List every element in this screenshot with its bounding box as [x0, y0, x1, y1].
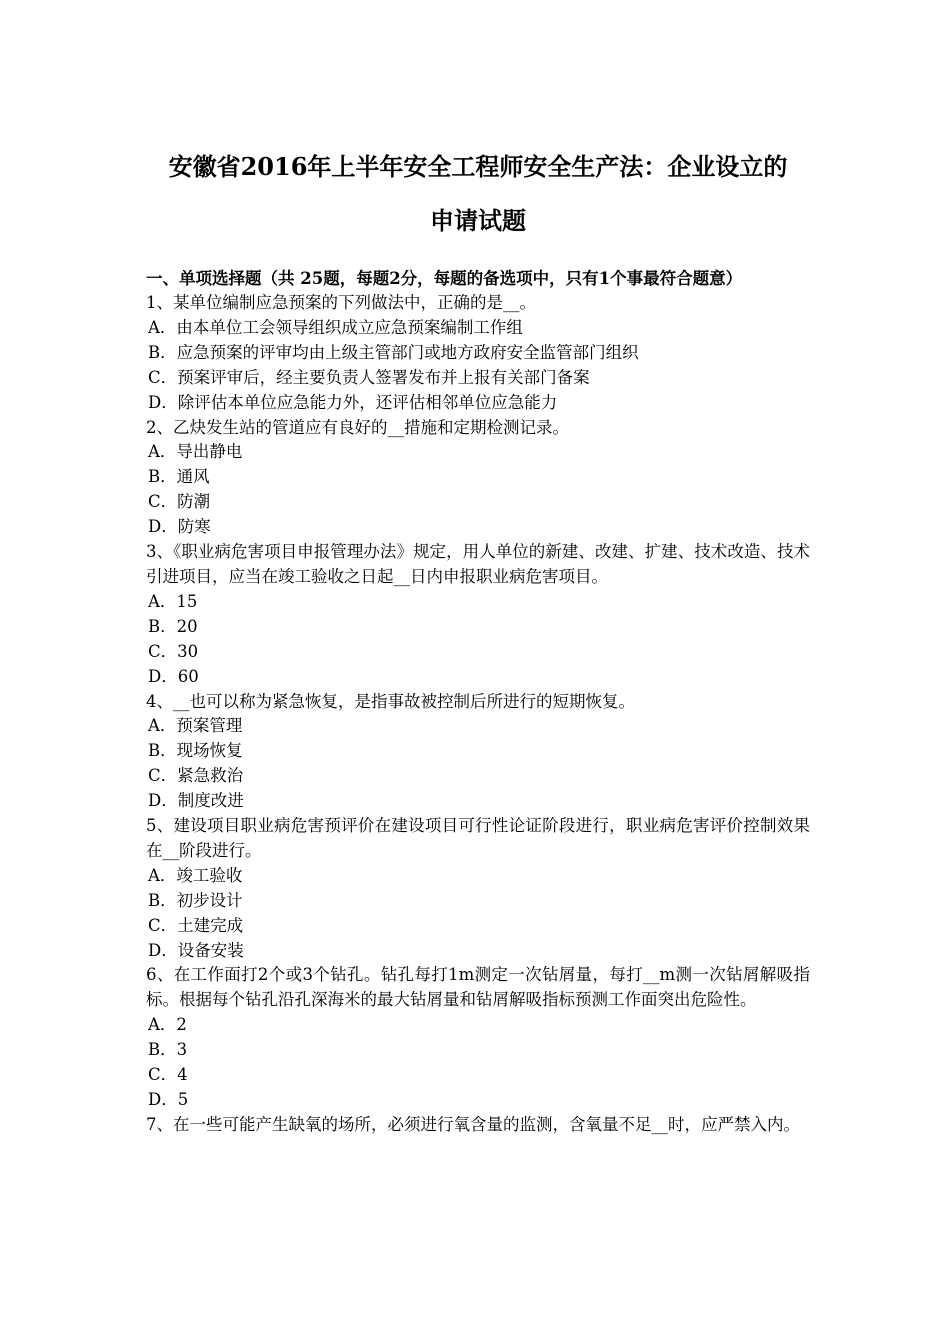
option-c: C．土建完成	[148, 915, 244, 935]
question-3	[146, 540, 810, 689]
option-c: C．30	[148, 641, 199, 661]
question-stem: 2、乙炔发生站的管道应有良好的__措施和定期检测记录。	[146, 417, 569, 437]
question-stem: 5、建设项目职业病危害预评价在建设项目可行性论证阶段进行，职业病危害评价控制效果在__阶段进行。	[146, 816, 810, 860]
question-1	[146, 291, 810, 416]
option-a: A．竣工验收	[148, 865, 243, 885]
option-c: C．预案评审后，经主要负责人签署发布并上报有关部门备案	[148, 367, 590, 387]
option-b: B．应急预案的评审均由上级主管部门或地方政府安全监管部门组织	[148, 342, 639, 362]
option-d: D．制度改进	[148, 791, 244, 811]
question-stem: 7、在一些可能产生缺氧的场所，必须进行氧含量的监测，含氧量不足__时，应严禁入内。	[146, 1114, 800, 1134]
option-d: D．防寒	[148, 517, 211, 537]
option-a: A．预案管理	[148, 716, 243, 736]
question-stem: 1、某单位编制应急预案的下列做法中，正确的是__。	[146, 293, 536, 312]
document-title	[146, 140, 810, 248]
document-page	[146, 140, 810, 1138]
question-stem: 3、《职业病危害项目申报管理办法》规定，用人单位的新建、改建、扩建、技术改造、技术引进项目，应当在竣工验收之日起__日内申报职业病危害项目。	[146, 542, 810, 586]
section-heading: 一、单项选择题（共 25题，每题2分，每题的备选项中，只有1个事最符合题意）	[146, 269, 743, 288]
option-a: A．导出静电	[148, 442, 243, 462]
option-c: C．4	[148, 1065, 188, 1085]
option-b: B．3	[148, 1040, 188, 1060]
question-2	[146, 416, 810, 541]
question-5	[146, 814, 810, 963]
question-stem: 4、__也可以称为紧急恢复，是指事故被控制后所进行的短期恢复。	[146, 691, 635, 711]
option-c: C．防潮	[148, 492, 211, 512]
option-c: C．紧急救治	[148, 766, 244, 786]
option-d: D．60	[148, 666, 199, 686]
question-stem: 6、在工作面打2个或3个钻孔。钻孔每打1m测定一次钻屑量，每打__m测一次钻屑解吸指标。根据每个钻孔沿孔深海米的最大钻屑量和钻屑解吸指标预测工作面突出危险性。	[146, 965, 810, 1010]
option-a: A．由本单位工会领导组织成立应急预案编制工作组	[148, 317, 523, 337]
option-b: B．现场恢复	[148, 741, 243, 761]
option-d: D．设备安装	[148, 940, 244, 960]
option-d: D．除评估本单位应急能力外，还评估相邻单位应急能力	[148, 392, 558, 412]
option-a: A．2	[148, 1015, 187, 1035]
question-list	[146, 291, 810, 1138]
option-b: B．初步设计	[148, 890, 243, 910]
title-line-1: 安徽省2016年上半年安全工程师安全生产法：企业设立的	[168, 152, 788, 181]
title-line-2: 申请试题	[430, 206, 526, 235]
option-d: D．5	[148, 1090, 189, 1109]
option-b: B．通风	[148, 467, 210, 487]
option-a: A．15	[148, 591, 198, 611]
question-7	[146, 1113, 810, 1138]
question-4	[146, 690, 810, 815]
option-b: B．20	[148, 616, 198, 636]
question-6	[146, 963, 810, 1112]
